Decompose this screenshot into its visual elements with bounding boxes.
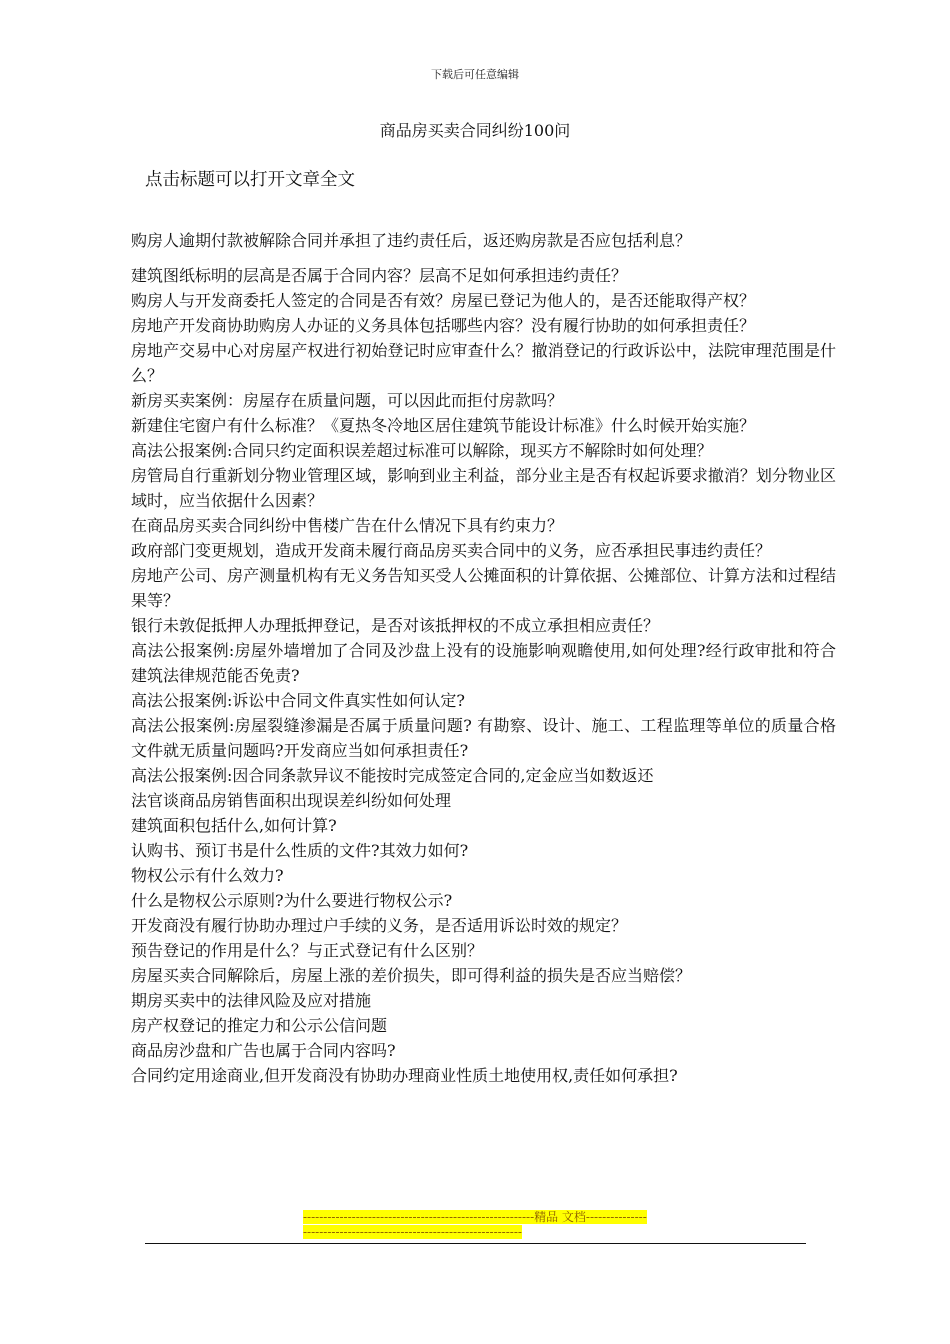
question-link[interactable]: 在商品房买卖合同纠纷中售楼广告在什么情况下具有约束力？	[131, 516, 564, 535]
question-link[interactable]: 银行未敦促抵押人办理抵押登记，是否对该抵押权的不成立承担相应责任？	[131, 616, 660, 635]
question-list	[131, 263, 836, 1088]
question-link[interactable]: 物权公示有什么效力?	[131, 866, 284, 885]
footer-banner-text: ---------------------------------------------------------精品 文档---------------------------------------------------------------------	[303, 1210, 647, 1239]
question-link[interactable]: 房产权登记的推定力和公示公信问题	[131, 1016, 388, 1035]
question-link[interactable]: 房屋买卖合同解除后，房屋上涨的差价损失，即可得利益的损失是否应当赔偿？	[131, 966, 692, 985]
question-link[interactable]: 房管局自行重新划分物业管理区域，影响到业主利益，部分业主是否有权起诉要求撤消？划分物业区域时，应当依据什么因素？	[131, 466, 836, 510]
footer-banner	[303, 1210, 647, 1240]
question-link[interactable]: 房地产开发商协助购房人办证的义务具体包括哪些内容？没有履行协助的如何承担责任？	[131, 316, 756, 335]
document-subtitle: 点击标题可以打开文章全文	[145, 170, 355, 190]
question-link[interactable]: 新建住宅窗户有什么标准？《夏热冬冷地区居住建筑节能设计标准》什么时候开始实施？	[131, 416, 756, 435]
question-link[interactable]: 高法公报案例:因合同条款异议不能按时完成签定合同的,定金应当如数返还	[131, 766, 654, 785]
question-link[interactable]: 高法公报案例:房屋裂缝渗漏是否属于质量问题? 有勘察、设计、施工、工程监理等单位的质量合格文件就无质量问题吗?开发商应当如何承担责任?	[131, 716, 836, 760]
question-link[interactable]: 高法公报案例:合同只约定面积误差超过标准可以解除，现买方不解除时如何处理？	[131, 441, 713, 460]
question-link[interactable]: 预告登记的作用是什么？与正式登记有什么区别？	[131, 941, 484, 960]
document-title: 商品房买卖合同纠纷100问	[379, 121, 571, 140]
question-link[interactable]: 期房买卖中的法律风险及应对措施	[131, 991, 372, 1010]
question-link[interactable]: 高法公报案例:房屋外墙增加了合同及沙盘上没有的设施影响观瞻使用,如何处理?经行政审批和符合建筑法律规范能否免责?	[131, 641, 836, 685]
question-link[interactable]: 购房人逾期付款被解除合同并承担了违约责任后，返还购房款是否应包括利息？	[131, 231, 692, 250]
question-link[interactable]: 建筑面积包括什么,如何计算?	[131, 816, 337, 835]
question-link[interactable]: 认购书、预订书是什么性质的文件?其效力如何?	[131, 841, 469, 860]
question-link[interactable]: 建筑图纸标明的层高是否属于合同内容？层高不足如何承担违约责任？	[131, 266, 628, 285]
header-note: 下载后可任意编辑	[431, 68, 519, 81]
question-link[interactable]: 房地产公司、房产测量机构有无义务告知买受人公摊面积的计算依据、公摊部位、计算方法和过程结果等？	[131, 566, 836, 610]
question-link[interactable]: 购房人与开发商委托人签定的合同是否有效？房屋已登记为他人的，是否还能取得产权？	[131, 291, 756, 310]
question-link[interactable]: 高法公报案例:诉讼中合同文件真实性如何认定?	[131, 691, 465, 710]
question-link[interactable]: 合同约定用途商业,但开发商没有协助办理商业性质土地使用权,责任如何承担?	[131, 1066, 678, 1085]
footer-divider	[145, 1243, 806, 1244]
question-link[interactable]: 商品房沙盘和广告也属于合同内容吗?	[131, 1041, 396, 1060]
question-link[interactable]: 房地产交易中心对房屋产权进行初始登记时应审查什么？撤消登记的行政诉讼中，法院审理范围是什么？	[131, 341, 836, 385]
question-link[interactable]: 法官谈商品房销售面积出现误差纠纷如何处理	[131, 791, 452, 810]
question-link[interactable]: 政府部门变更规划，造成开发商未履行商品房买卖合同中的义务，应否承担民事违约责任？	[131, 541, 772, 560]
question-link[interactable]: 什么是物权公示原则?为什么要进行物权公示?	[131, 891, 453, 910]
question-link[interactable]: 新房买卖案例：房屋存在质量问题，可以因此而拒付房款吗？	[131, 391, 564, 410]
question-link[interactable]: 开发商没有履行协助办理过户手续的义务，是否适用诉讼时效的规定？	[131, 916, 628, 935]
